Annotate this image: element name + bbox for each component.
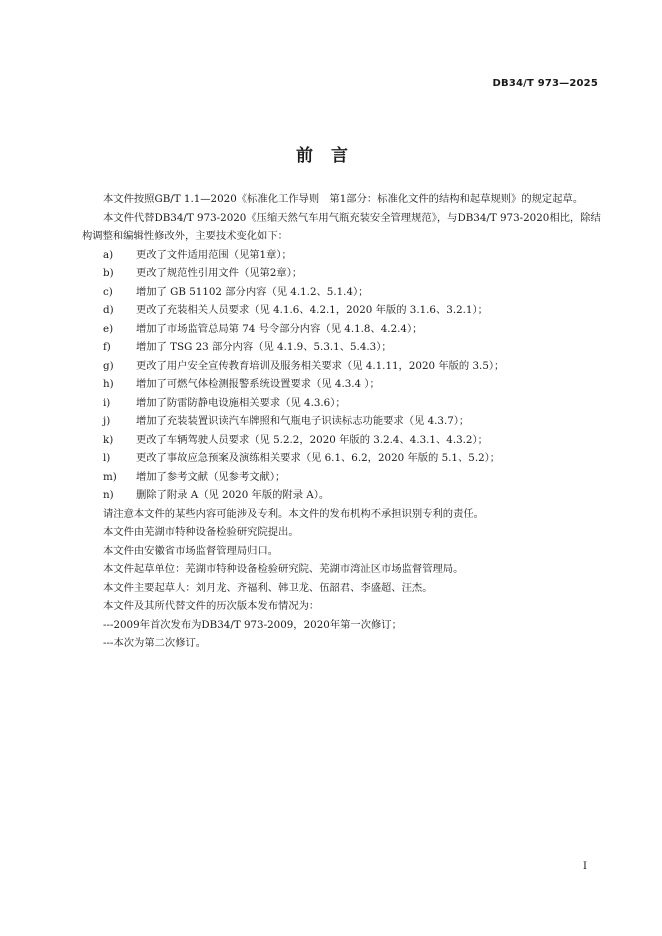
list-marker: g) xyxy=(103,359,114,372)
list-item xyxy=(82,264,604,283)
list-item xyxy=(82,449,604,468)
list-text: 增加了市场监管总局第 74 号令部分内容（见 4.1.8、4.2.4）； xyxy=(136,322,423,335)
list-text: 更改了充装相关人员要求（见 4.1.6、4.2.1，2020 年版的 3.1.6、3.2.1）； xyxy=(136,304,488,316)
list-text: 删除了附录 A（见 2020 年版的附录 A）。 xyxy=(136,489,330,501)
list-item xyxy=(82,301,604,320)
list-item xyxy=(82,412,604,431)
list-marker: c) xyxy=(103,285,113,298)
list-marker: m) xyxy=(103,470,117,483)
list-text: 增加了参考文献（见参考文献）； xyxy=(136,470,286,483)
list-marker: k) xyxy=(103,433,114,446)
list-marker: e) xyxy=(103,322,114,335)
list-text: 增加了充装装置识读汽车牌照和气瓶电子识读标志功能要求（见 4.3.7）； xyxy=(136,415,470,427)
list-item xyxy=(82,357,604,376)
list-text: 更改了规范性引用文件（见第2章）； xyxy=(136,267,303,279)
list-text: 更改了车辆驾驶人员要求（见 5.2.2，2020 年版的 3.2.4、4.3.1、4.3.2）； xyxy=(136,433,488,446)
list-marker: j) xyxy=(103,415,111,427)
history-item: ---本次为第二次修订。 xyxy=(103,637,207,649)
list-marker: i) xyxy=(103,396,111,409)
list-marker: d) xyxy=(103,304,114,316)
page-number: I xyxy=(583,861,587,872)
note-paragraph: 本文件主要起草人：刘月龙、齐福利、韩卫龙、伍韶君、李盛超、汪杰。 xyxy=(103,581,433,594)
list-marker: h) xyxy=(103,378,114,390)
history-item: ---2009年首次发布为DB34/T 973-2009，2020年第一次修订； xyxy=(103,618,402,631)
list-item xyxy=(82,338,604,357)
note-paragraph: 本文件由芜湖市特种设备检验研究院提出。 xyxy=(103,526,299,538)
document-code: DB34/T 973—2025 xyxy=(492,78,598,89)
list-text: 增加了 TSG 23 部分内容（见 4.1.9、5.3.1、5.4.3）； xyxy=(136,341,392,353)
list-text: 更改了文件适用范围（见第1章）； xyxy=(136,248,292,261)
list-item xyxy=(82,468,604,487)
list-item xyxy=(82,320,604,339)
list-item xyxy=(82,431,604,450)
list-text: 增加了防雷防静电设施相关要求（见 4.3.6）； xyxy=(136,396,346,409)
list-item xyxy=(82,486,604,505)
page-title: 前言 xyxy=(296,146,366,166)
list-marker: b) xyxy=(103,267,114,279)
note-paragraph: 本文件由安徽省市场监督管理局归口。 xyxy=(103,544,279,557)
list-marker: l) xyxy=(103,452,111,464)
note-paragraph: 请注意本文件的某些内容可能涉及专利。本文件的发布机构不承担识别专利的责任。 xyxy=(103,507,484,520)
intro-paragraph: 本文件按照GB/T 1.1—2020《标准化工作导则 第1部分：标准化文件的结构和起草规则》的规定起草。 xyxy=(103,193,584,205)
list-text: 增加了 GB 51102 部分内容（见 4.1.2、5.1.4）； xyxy=(136,285,369,298)
list-marker: n) xyxy=(103,489,114,501)
list-item xyxy=(82,283,604,302)
list-item xyxy=(82,375,604,394)
list-text: 更改了用户安全宣传教育培训及服务相关要求（见 4.1.11，2020 年版的 3.5）； xyxy=(136,359,505,372)
list-item xyxy=(82,394,604,413)
preface-body xyxy=(82,190,604,653)
list-marker: f) xyxy=(103,341,111,353)
list-text: 增加了可燃气体检测报警系统设置要求（见 4.3.4 ）； xyxy=(136,378,380,390)
note-paragraph: 本文件起草单位：芜湖市特种设备检验研究院、芜湖市湾沚区市场监督管理局。 xyxy=(103,563,464,575)
note-paragraph: 本文件及其所代替文件的历次版本发布情况为： xyxy=(103,600,320,612)
list-marker: a) xyxy=(103,248,114,261)
list-text: 更改了事故应急预案及演练相关要求（见 6.1、6.2，2020 年版的 5.1、5.2）； xyxy=(136,452,501,464)
changes-list xyxy=(82,246,604,505)
list-item xyxy=(82,246,604,265)
intro-paragraph: 本文件代替DB34/T 973-2020《压缩天然气车用气瓶充装安全管理规范》，与DB34/T 973-2020相比，除结构调整和编辑性修改外，主要技术变化如下： xyxy=(82,211,601,242)
